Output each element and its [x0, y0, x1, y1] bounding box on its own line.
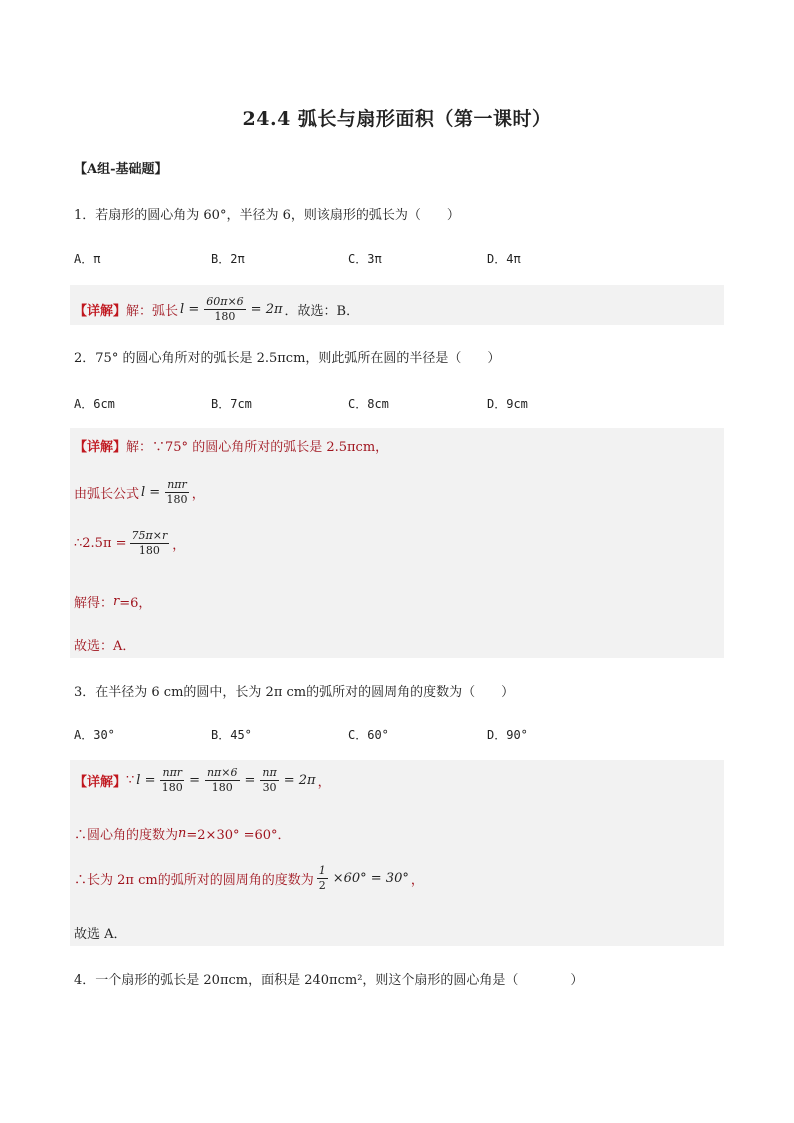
fraction-3 — [260, 766, 278, 795]
question-2-answer-box — [70, 428, 724, 658]
fraction — [165, 478, 189, 507]
question-1-stem: 1．若扇形的圆心角为 60°，半径为 6，则该扇形的弧长为（ ） — [74, 208, 460, 223]
answer-line-2 — [74, 478, 205, 507]
answer-text: ∴2.5π = — [74, 536, 127, 551]
answer-text: =2×30° =60°． — [186, 828, 291, 843]
formula-result: = 2π — [250, 302, 283, 317]
formula-result: = 2π — [283, 773, 316, 788]
numerator: nπ×6 — [206, 766, 238, 779]
answer-text: 解：弧长 — [126, 304, 179, 319]
answer-text: ， — [410, 873, 424, 888]
denominator: 30 — [262, 781, 277, 794]
denominator: 180 — [211, 781, 233, 794]
numerator: nπ — [262, 766, 277, 779]
formula-var: l = — [136, 773, 156, 788]
answer-text: ∴长为 2π cm的弧所对的圆周角的度数为 — [74, 873, 314, 888]
detail-tag: 【详解】 — [74, 304, 127, 319]
answer-text: ∵ — [126, 773, 135, 788]
numerator: 75π×r — [131, 529, 168, 542]
question-3-option-c: C．60° — [348, 728, 389, 742]
question-3-option-b: B．45° — [211, 728, 252, 742]
formula-var: l = — [141, 485, 161, 500]
detail-tag: 【详解】 — [74, 775, 127, 790]
answer-text: 解得： — [74, 596, 114, 611]
equals-sign: = — [189, 773, 200, 788]
question-2-option-d: D．9cm — [487, 397, 528, 411]
denominator: 180 — [138, 544, 160, 557]
numerator: nπr — [167, 478, 187, 491]
answer-text: 故选：A． — [74, 639, 136, 654]
question-2-option-a: A．6cm — [74, 397, 115, 411]
question-1-option-d: D．4π — [487, 252, 521, 266]
denominator: 180 — [214, 310, 236, 323]
question-3-answer-box — [70, 760, 724, 946]
fraction — [130, 529, 170, 558]
fraction — [317, 864, 328, 893]
formula-var: r — [113, 594, 120, 609]
fraction-2 — [205, 766, 240, 795]
answer-text: ， — [317, 775, 331, 790]
question-4-stem: 4．一个扇形的弧长是 20πcm，面积是 240πcm²，则这个扇形的圆心角是（ ） — [74, 973, 584, 988]
answer-line-4 — [74, 592, 151, 611]
question-2-option-c: C．8cm — [348, 397, 389, 411]
answer-tail: ．故选：B． — [284, 304, 360, 319]
answer-text: =6， — [119, 596, 152, 611]
answer-line-3 — [74, 864, 424, 893]
section-heading: 【A组-基础题】 — [74, 162, 168, 177]
question-1-answer-box — [70, 285, 724, 325]
question-1-option-c: C．3π — [348, 252, 382, 266]
answer-line — [74, 295, 359, 324]
question-1-option-b: B．2π — [211, 252, 245, 266]
answer-text: 由弧长公式 — [74, 487, 140, 502]
denominator: 2 — [318, 879, 326, 892]
answer-text: 故选 A． — [74, 927, 127, 942]
equals-sign: = — [244, 773, 256, 788]
formula-var: l = — [180, 302, 200, 317]
question-1-option-a: A．π — [74, 252, 101, 266]
answer-line-5 — [74, 635, 135, 654]
answer-text: ， — [191, 487, 205, 502]
answer-line-4 — [74, 923, 127, 942]
question-3-option-d: D．90° — [487, 728, 528, 742]
numerator: nπr — [162, 766, 183, 779]
question-2-stem: 2．75° 的圆心角所对的弧长是 2.5πcm，则此弧所在圆的半径是（ ） — [74, 351, 501, 366]
numerator: 1 — [318, 864, 326, 877]
answer-text: ∴圆心角的度数为 — [74, 828, 179, 843]
numerator: 60π×6 — [206, 295, 244, 308]
answer-line-1 — [74, 436, 388, 455]
formula-result: ×60° = 30° — [332, 871, 409, 886]
answer-line-1 — [74, 766, 331, 795]
question-3-option-a: A．30° — [74, 728, 115, 742]
denominator: 180 — [166, 493, 188, 506]
denominator: 180 — [161, 781, 183, 794]
page-title: 24.4 弧长与扇形面积（第一课时） — [242, 108, 552, 130]
answer-text: ， — [172, 538, 186, 553]
fraction — [204, 295, 245, 324]
answer-line-2 — [74, 824, 291, 843]
fraction-1 — [160, 766, 184, 795]
answer-text: 解：∵75° 的圆心角所对的弧长是 2.5πcm， — [126, 440, 389, 455]
answer-line-3 — [74, 529, 185, 558]
question-2-option-b: B．7cm — [211, 397, 252, 411]
question-3-stem: 3．在半径为 6 cm的圆中，长为 2π cm的弧所对的圆周角的度数为（ ） — [74, 685, 515, 700]
formula-var: n — [178, 826, 187, 841]
detail-tag: 【详解】 — [74, 440, 127, 455]
